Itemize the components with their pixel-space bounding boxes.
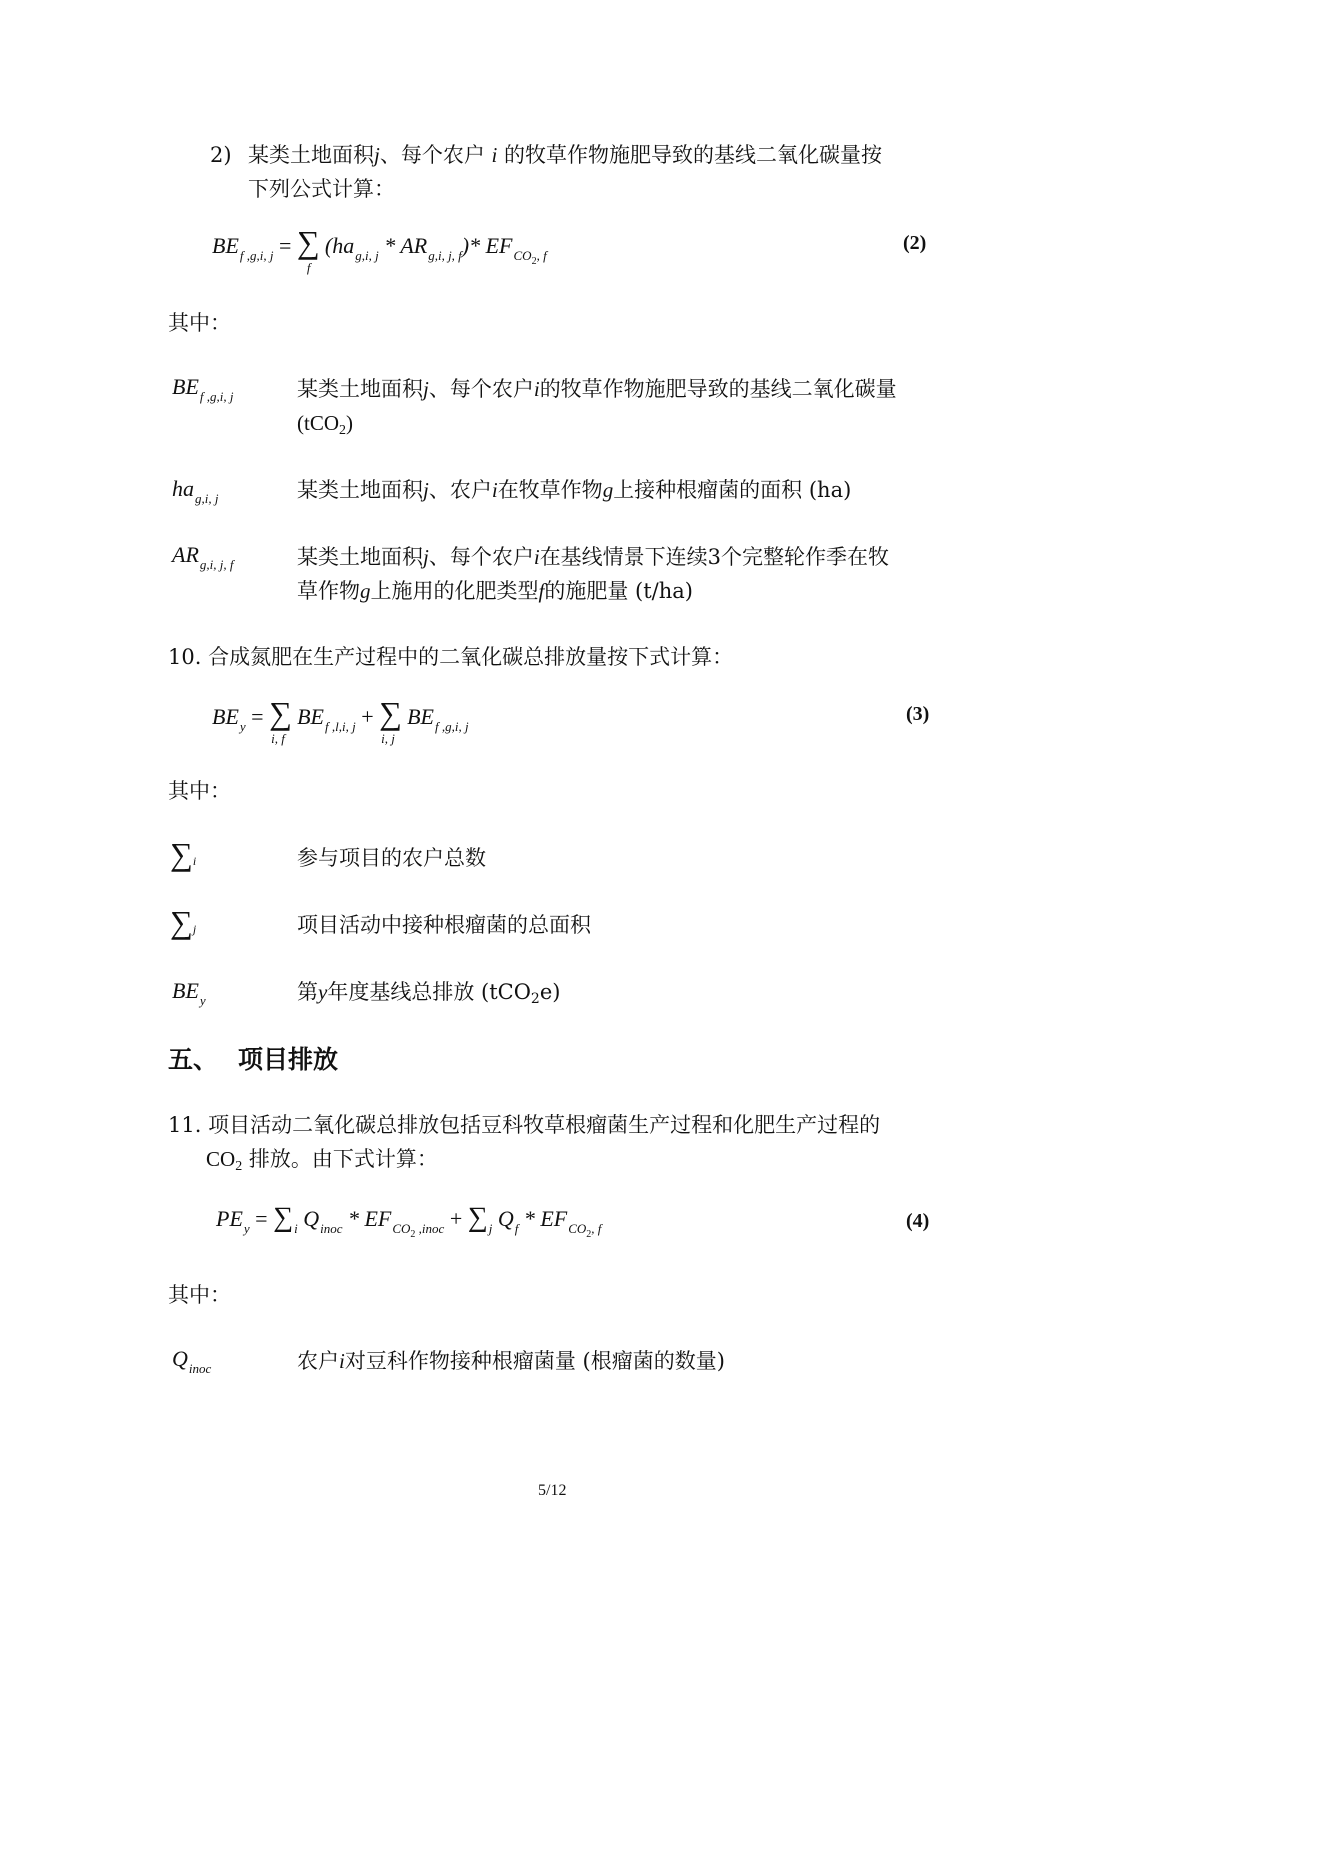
def-symbol-ha: $ha_{g,i, j}$ <box>172 476 219 506</box>
item-2-number: 2) <box>210 143 232 167</box>
where-label-1: 其中： <box>168 311 231 335</box>
def-text-Q-inoc: 农户i对豆科作物接种根瘤菌量 (根瘤菌的数量) <box>297 1349 725 1373</box>
def-text-AR-line-1: 某类土地面积j、每个农户i在基线情景下连续3个完整轮作季在牧 <box>297 545 890 569</box>
def-symbol-sum-i: ∑i <box>170 836 197 872</box>
equation-4-number: (4) <box>906 1210 930 1232</box>
def-symbol-BE-y: $BE_y$ <box>172 978 206 1008</box>
def-text-sum-i: 参与项目的农户总数 <box>297 846 486 870</box>
where-label-2: 其中： <box>168 779 231 803</box>
item-2-line-2: 下列公式计算： <box>248 177 395 201</box>
def-text-ha: 某类土地面积j、农户i在牧草作物g上接种根瘤菌的面积 (ha) <box>297 478 852 502</box>
def-text-AR-line-2: 草作物g上施用的化肥类型f的施肥量 (t/ha) <box>297 579 693 603</box>
item-2-line-1: 某类土地面积j、每个农户 i 的牧草作物施肥导致的基线二氧化碳量按 <box>248 143 883 167</box>
def-symbol-sum-j: ∑j <box>170 904 197 940</box>
def-text-BE-fgij-unit: (tCO2) <box>297 411 353 438</box>
item-11-line-2: CO2 排放。由下式计算： <box>206 1147 438 1174</box>
item-10: 10. 合成氮肥在生产过程中的二氧化碳总排放量按下式计算： <box>168 645 734 669</box>
section-5-heading: 五、 项目排放 <box>168 1045 339 1074</box>
def-symbol-AR: $AR_{g,i, j, f}$ <box>172 542 234 572</box>
equation-4: $PE_y = \sum_i$ $Q_{inoc} * EF_{CO_2 ,inoc} + \sum_j$ $Q_f * EF_{CO_2, f}$ <box>216 1202 602 1240</box>
equation-3-number: (3) <box>906 703 930 725</box>
item-11-line-1: 11. 项目活动二氧化碳总排放包括豆科牧草根瘤菌生产过程和化肥生产过程的 <box>168 1113 881 1137</box>
def-text-BE-y: 第y年度基线总排放 (tCO2e) <box>297 980 561 1007</box>
equation-3: $BE_y$ = ∑ i, f $BE_{f ,l,i, j}$ + ∑ i, j $BE_{f ,g,i, j}$ <box>212 695 469 746</box>
def-symbol-Q-inoc: $Q_{inoc}$ <box>172 1346 212 1376</box>
def-text-BE-fgij: 某类土地面积j、每个农户i的牧草作物施肥导致的基线二氧化碳量 <box>297 377 897 401</box>
equation-2: $BE_{f ,g,i, j}$ = ∑ f $(ha_{g,i, j} * AR_{g,i, j, f})*$ $EF_{CO_2, f}$ <box>212 224 547 275</box>
def-symbol-BE-fgij: $BE_{f ,g,i, j}$ <box>172 374 234 404</box>
equation-2-number: (2) <box>903 232 927 254</box>
page-number: 5/12 <box>538 1482 567 1499</box>
where-label-3: 其中： <box>168 1283 231 1307</box>
def-text-sum-j: 项目活动中接种根瘤菌的总面积 <box>297 913 591 937</box>
